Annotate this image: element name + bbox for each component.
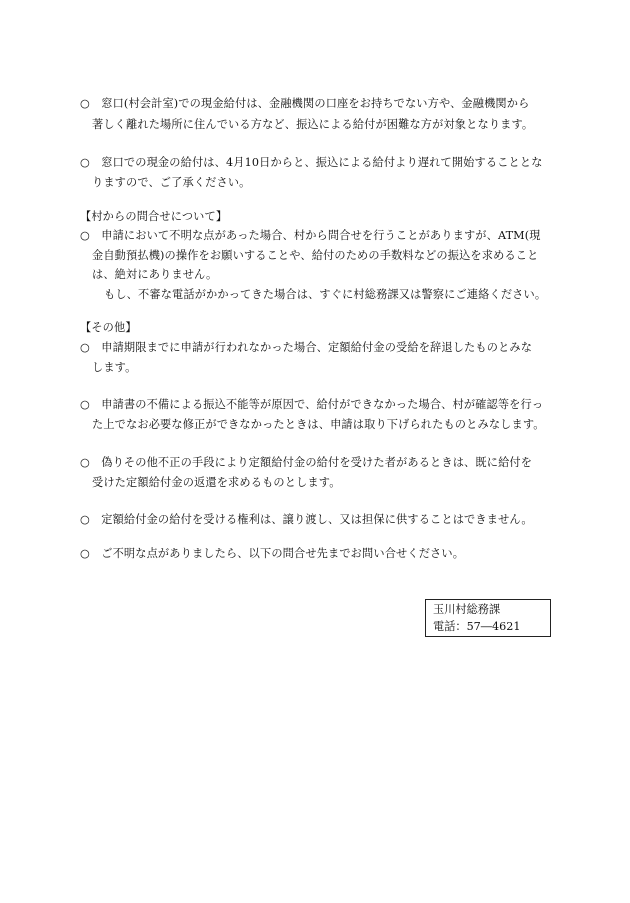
other-heading: 【その他】 <box>80 321 137 334</box>
inquiry-line3: は、絶対にありません。 <box>92 268 218 281</box>
contact-box <box>425 599 551 637</box>
inquiry-line2: 金自動預払機)の操作をお願いすることや、給付のための手数料などの振込を求めること <box>92 249 539 262</box>
notice-cash-window-line2: 著しく離れた場所に住んでいる方など、振込による給付が困難な方が対象となります。 <box>92 118 534 131</box>
other-item-contact-note: ○ ご不明な点がありましたら、以下の問合せ先までお問い合せください。 <box>80 547 465 560</box>
other-item-deadline-line1: ○ 申請期限までに申請が行われなかった場合、定額給付金の受給を辞退したものとみな <box>80 341 533 354</box>
other-item-fraud-line2: 受けた定額給付金の返還を求めるものとします。 <box>92 476 341 489</box>
other-item-deficiency-line1: ○ 申請書の不備による振込不能等が原因で、給付ができなかった場合、村が確認等を行っ <box>80 398 544 411</box>
inquiry-line4: もし、不審な電話がかかってきた場合は、すぐに村総務課又は警察にご連絡ください。 <box>104 288 547 301</box>
notice-cash-start-line2: りますので、ご了承ください。 <box>92 176 251 189</box>
other-item-rights: ○ 定額給付金の給付を受ける権利は、譲り渡し、又は担保に供することはできません。 <box>80 513 533 526</box>
notice-cash-start-line1: ○ 窓口での現金の給付は、4月10日からと、振込による給付より遅れて開始することとな <box>80 156 543 169</box>
notice-cash-window-line1: ○ 窓口(村会計室)での現金給付は、金融機関の口座をお持ちでない方や、金融機関から <box>80 97 530 110</box>
inquiry-line1: ○ 申請において不明な点があった場合、村から問合せを行うことがありますが、ATM(現 <box>80 229 541 242</box>
contact-office: 玉川村総務課 <box>433 603 501 616</box>
inquiry-heading: 【村からの問合せについて】 <box>80 210 228 223</box>
other-item-deficiency-line2: た上でなお必要な修正ができなかったときは、申請は取り下げられたものとみなします。 <box>92 418 545 431</box>
contact-phone: 電話：57―4621 <box>433 620 521 633</box>
other-item-fraud-line1: ○ 偽りその他不正の手段により定額給付金の給付を受けた者があるときは、既に給付を <box>80 456 533 469</box>
other-item-deadline-line2: します。 <box>92 361 137 374</box>
